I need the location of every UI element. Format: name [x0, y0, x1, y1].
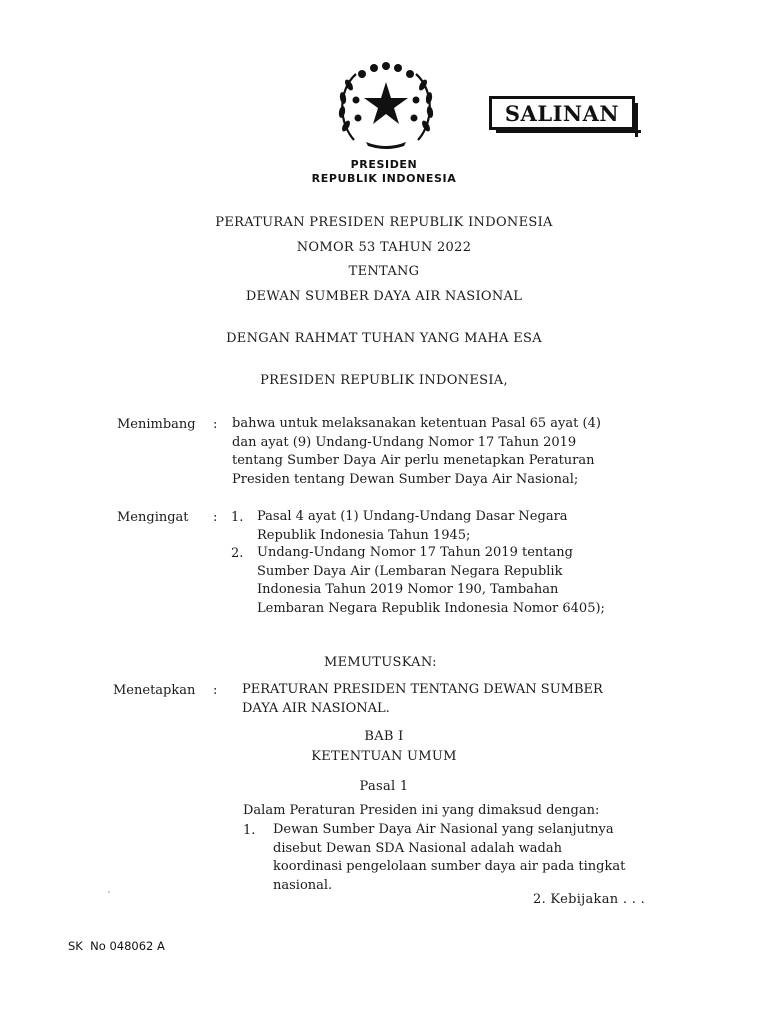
mengingat-line: Pasal 4 ayat (1) Undang-Undang Dasar Negara	[257, 509, 568, 524]
mengingat-item-number: 2.	[231, 546, 244, 561]
menimbang-colon: :	[213, 417, 218, 432]
memutuskan-heading: MEMUTUSKAN:	[324, 655, 437, 670]
menimbang-label: Menimbang	[117, 417, 196, 432]
serial-number: SK No 048062 A	[68, 939, 165, 953]
scan-speck	[108, 891, 110, 893]
mengingat-label: Mengingat	[117, 510, 189, 525]
pasal-item-line: koordinasi pengelolaan sumber daya air pada tingkat	[273, 859, 626, 874]
continuation-marker: 2. Kebijakan . . .	[533, 892, 646, 907]
mengingat-item-2	[257, 544, 643, 618]
menimbang-line: dan ayat (9) Undang-Undang Nomor 17 Tahun 2019	[232, 434, 577, 450]
mengingat-line: Indonesia Tahun 2019 Nomor 190, Tambahan	[257, 582, 559, 597]
pasal-item-line: Dewan Sumber Daya Air Nasional yang selanjutnya	[273, 822, 614, 837]
office-title-line2: REPUBLIK INDONESIA	[311, 172, 457, 185]
menimbang-text	[232, 415, 644, 489]
menetapkan-line: PERATURAN PRESIDEN TENTANG DEWAN SUMBER	[242, 682, 603, 697]
mengingat-line: Sumber Daya Air (Lembaran Negara Republik	[257, 563, 563, 579]
bab-number: BAB I	[364, 729, 404, 744]
pasal-item-number: 1.	[243, 823, 256, 838]
mengingat-item-number: 1.	[231, 510, 244, 525]
salinan-stamp-text: SALINAN	[504, 100, 620, 126]
menetapkan-colon: :	[213, 683, 218, 698]
pasal-intro: Dalam Peraturan Presiden ini yang dimaksud dengan:	[243, 803, 600, 818]
state-emblem-icon	[332, 60, 440, 152]
regulation-number: NOMOR 53 TAHUN 2022	[296, 240, 472, 255]
bab-title: KETENTUAN UMUM	[311, 749, 457, 764]
pasal-item-text	[273, 821, 665, 895]
issuer: PRESIDEN REPUBLIK INDONESIA,	[260, 373, 508, 388]
regulation-title: PERATURAN PRESIDEN REPUBLIK INDONESIA	[215, 215, 553, 230]
menetapkan-line: DAYA AIR NASIONAL.	[242, 700, 390, 716]
menetapkan-label: Menetapkan	[113, 683, 196, 698]
pasal-item-line: nasional.	[273, 877, 333, 893]
invocation: DENGAN RAHMAT TUHAN YANG MAHA ESA	[226, 331, 542, 346]
regulation-subject: DEWAN SUMBER DAYA AIR NASIONAL	[245, 289, 523, 304]
salinan-stamp	[489, 96, 635, 130]
mengingat-line: Lembaran Negara Republik Indonesia Nomor 6405);	[257, 600, 605, 616]
menimbang-line: tentang Sumber Daya Air perlu menetapkan Peraturan	[232, 453, 595, 468]
mengingat-item-1	[257, 508, 643, 545]
office-title-line1: PRESIDEN	[350, 158, 418, 171]
menimbang-line: bahwa untuk melaksanakan ketentuan Pasal 65 ayat (4)	[232, 416, 601, 431]
pasal-item-line: disebut Dewan SDA Nasional adalah wadah	[273, 840, 562, 856]
mengingat-line: Undang-Undang Nomor 17 Tahun 2019 tentang	[257, 545, 573, 560]
mengingat-line: Republik Indonesia Tahun 1945;	[257, 527, 471, 543]
menetapkan-text	[242, 681, 650, 718]
regulation-tentang: TENTANG	[348, 264, 420, 279]
pasal-title: Pasal 1	[359, 779, 409, 794]
mengingat-colon: :	[213, 510, 218, 525]
menimbang-line: Presiden tentang Dewan Sumber Daya Air Nasional;	[232, 471, 579, 487]
